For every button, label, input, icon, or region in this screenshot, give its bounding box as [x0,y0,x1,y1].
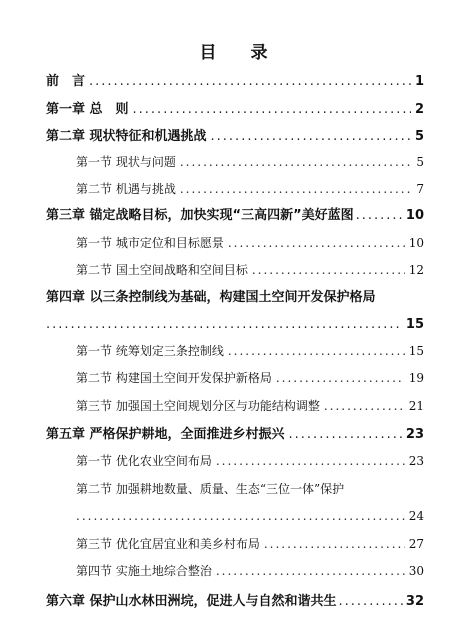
toc-entry-label: 第一章 总 则 [46,102,129,117]
dot-leader [133,100,411,120]
toc-entry-section-continuation [76,506,424,526]
toc-entry-label: 第三章 锚定战略目标，加快实现“三高四新”美好蓝图 [46,208,354,223]
toc-entry-page: 1 [414,74,424,89]
toc-entry-page: 19 [408,371,424,385]
toc-entry-page: 32 [405,594,424,609]
toc-entry-label: 第二节 机遇与挑战 [76,182,176,196]
toc-entry-page: 21 [408,399,424,413]
toc-entry-chapter-2[interactable] [46,127,424,147]
toc-entry-section[interactable] [76,479,424,499]
toc-entry-section[interactable] [76,179,424,199]
dot-leader [46,315,402,335]
toc-entry-label: 第一节 城市定位和目标愿景 [76,236,224,250]
dot-leader [180,179,413,199]
toc-entry-label: 第二节 加强耕地数量、质量、生态“三位一体”保护 [76,482,345,496]
toc-entry-section[interactable] [76,396,424,416]
toc-entry-chapter-4-continuation [46,315,424,335]
dot-leader [276,368,405,388]
dot-leader [211,127,411,147]
toc-entry-page: 10 [408,236,424,250]
dot-leader [228,233,405,253]
toc-entry-label: 第一节 现状与问题 [76,155,176,169]
toc-entry-label: 第六章 保护山水林田洲垸，促进人与自然和谐共生 [46,594,337,609]
dot-leader [289,425,402,445]
toc-entry-label: 第二节 构建国土空间开发保护新格局 [76,371,272,385]
toc-entry-page: 5 [416,155,424,169]
toc-entry-section[interactable] [76,233,424,253]
dot-leader [356,206,404,226]
toc-entry-page: 12 [408,263,424,277]
toc-entry-label: 第二节 国土空间战略和空间目标 [76,263,248,277]
dot-leader [216,561,405,581]
toc-title: 目 录 [199,43,282,63]
toc-entry-label: 第四章 以三条控制线为基础，构建国土空间开发保护格局 [46,290,376,305]
toc-entry-section[interactable] [76,341,424,361]
toc-entry-label: 第三节 优化宜居宜业和美乡村布局 [76,537,260,551]
toc-entry-label: 第三节 加强国土空间规划分区与功能结构调整 [76,399,320,413]
toc-entry-page: 2 [414,102,424,117]
toc-entry-page: 10 [405,208,424,223]
toc-entry-chapter-5[interactable] [46,425,424,445]
toc-entry-chapter-6[interactable] [46,592,424,612]
dot-leader [216,451,405,471]
toc-entry-page: 5 [414,129,424,144]
toc-entry-label: 第一节 统筹划定三条控制线 [76,344,224,358]
toc-entry-page: 23 [405,427,424,442]
toc-entry-label: 第四节 实施土地综合整治 [76,564,212,578]
toc-entry-label: 前 言 [46,74,86,89]
toc-entry-page: 7 [416,182,424,196]
toc-entry-label: 第二章 现状特征和机遇挑战 [46,129,207,144]
toc-entry-section[interactable] [76,152,424,172]
toc-entry-label: 第五章 严格保护耕地，全面推进乡村振兴 [46,427,285,442]
dot-leader [228,341,405,361]
toc-entry-page: 15 [405,317,424,332]
dot-leader [324,396,405,416]
dot-leader [339,592,404,612]
toc-entry-label: 第一节 优化农业空间布局 [76,454,212,468]
toc-entry-page: 27 [408,537,424,551]
toc-entry-section[interactable] [76,534,424,554]
toc-entry-chapter-4[interactable] [46,288,424,308]
dot-leader [180,152,413,172]
toc-entry-page: 24 [408,509,424,523]
dot-leader [264,534,405,554]
toc-entry-section[interactable] [76,260,424,280]
toc-entry-section[interactable] [76,368,424,388]
toc-entry-page: 23 [408,454,424,468]
dot-leader [76,506,405,526]
dot-leader [89,72,411,92]
dot-leader [252,260,405,280]
toc-entry-section[interactable] [76,561,424,581]
toc-entry-chapter-1[interactable] [46,100,424,120]
toc-entry-preface[interactable] [46,72,424,92]
toc-entry-chapter-3[interactable] [46,206,424,226]
toc-entry-page: 15 [408,344,424,358]
toc-entry-page: 30 [408,564,424,578]
toc-entry-section[interactable] [76,451,424,471]
